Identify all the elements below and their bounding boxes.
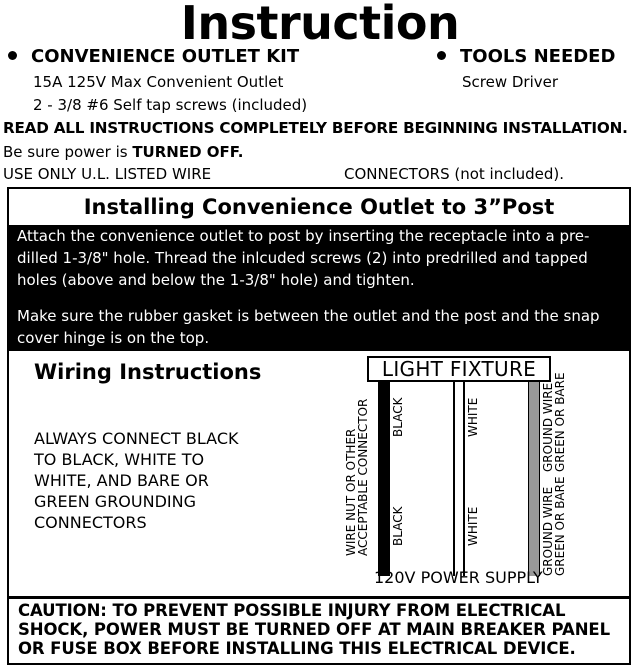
read-all-notice: READ ALL INSTRUCTIONS COMPLETELY BEFORE BEGINNING INSTALLATION. — [3, 119, 628, 137]
power-supply-label: 120V POWER SUPPLY — [374, 568, 543, 587]
white-label-bottom: WHITE — [466, 506, 480, 546]
white-label-top: WHITE — [466, 397, 480, 437]
caution-notice — [18, 601, 610, 658]
light-fixture-label: LIGHT FIXTURE — [367, 356, 551, 382]
page-title: Instruction — [180, 0, 460, 50]
power-notice-prefix: Be sure power is — [3, 143, 133, 161]
white-wire-left-edge — [453, 380, 455, 576]
ground-label-line: GROUND WIRE — [541, 486, 555, 576]
kit-item: 15A 125V Max Convenient Outlet — [33, 73, 284, 91]
wiring-body-line: WHITE, AND BARE OR — [34, 471, 209, 490]
install-paragraph-2: Make sure the rubber gasket is between the outlet and the post and the snap cover hinge is on the top. — [17, 307, 600, 347]
connector-label-line: ACCEPTABLE CONNECTOR — [356, 398, 370, 556]
wiring-body-line: ALWAYS CONNECT BLACK — [34, 429, 239, 448]
wiring-body-line: TO BLACK, WHITE TO — [34, 450, 205, 469]
caution-line: SHOCK, POWER MUST BE TURNED OFF AT MAIN BREAKER PANEL — [18, 620, 610, 639]
ground-label-top — [542, 372, 566, 472]
caution-line: CAUTION: TO PREVENT POSSIBLE INJURY FROM ELECTRICAL — [18, 601, 566, 620]
ground-label-line: GROUND WIRE — [541, 382, 555, 472]
connector-label-line: WIRE NUT OR OTHER — [344, 428, 358, 556]
caution-line: OR FUSE BOX BEFORE INSTALLING THIS ELECTRICAL DEVICE. — [18, 639, 576, 658]
wiring-body-line: CONNECTORS — [34, 513, 147, 532]
install-paragraph-1: Attach the convenience outlet to post by inserting the receptacle into a pre-dilled 1-3/8" hole. Thread the inlcuded screws (2) into predrilled and tapped holes (above and below the 1-3/8" hole) and tighten. — [17, 227, 590, 289]
wire-notice-right: CONNECTORS (not included). — [344, 165, 565, 183]
ground-label-line: GREEN OR BARE — [553, 372, 567, 472]
black-label-top: BLACK — [391, 397, 405, 437]
kit-heading-text: CONVENIENCE OUTLET KIT — [31, 46, 300, 67]
power-notice-bold: TURNED OFF. — [132, 143, 244, 161]
caution-divider — [9, 596, 629, 599]
wiring-body-line: GREEN GROUNDING — [34, 492, 196, 511]
install-heading: Installing Convenience Outlet to 3”Post — [9, 189, 629, 225]
black-label-bottom: BLACK — [391, 506, 405, 546]
wiring-heading: Wiring Instructions — [34, 360, 262, 384]
tools-heading-text: TOOLS NEEDED — [460, 46, 616, 67]
ground-label-line: GREEN OR BARE — [553, 476, 567, 576]
wire-notice-left: USE ONLY U.L. LISTED WIRE — [3, 165, 212, 183]
white-wire-right-edge — [463, 380, 465, 576]
ground-wire — [528, 380, 540, 576]
black-wire — [378, 380, 390, 576]
tools-item: Screw Driver — [462, 73, 559, 91]
connector-label — [345, 399, 369, 556]
ground-label-bottom — [542, 476, 566, 576]
kit-item: 2 - 3/8 #6 Self tap screws (included) — [33, 96, 308, 114]
